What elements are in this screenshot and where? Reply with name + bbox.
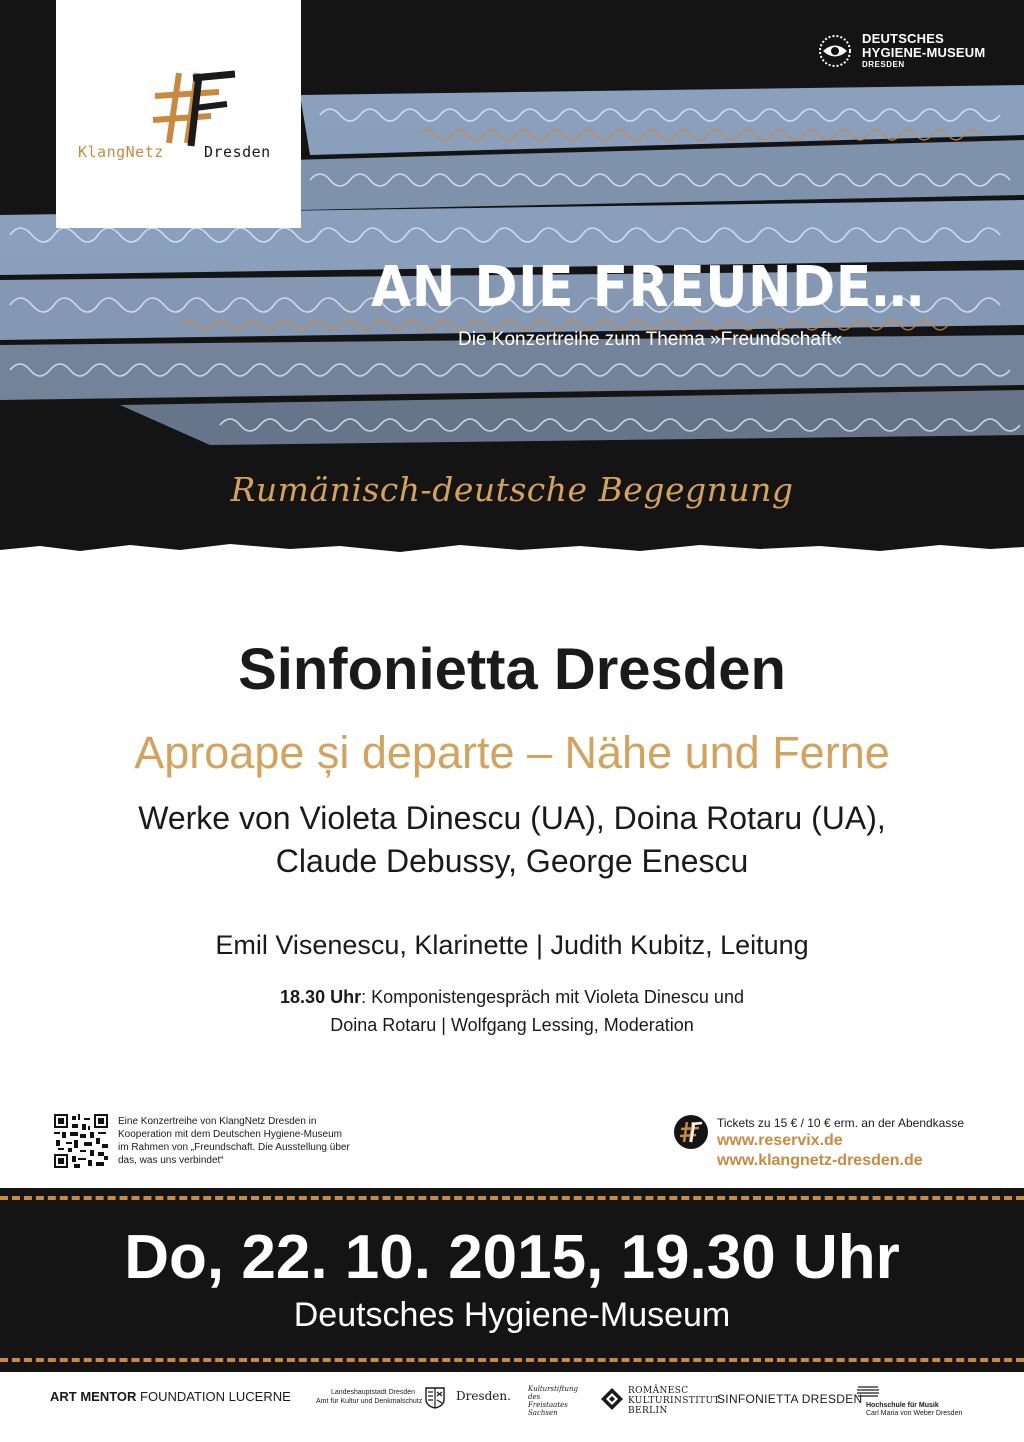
sponsor-city-line1: Landeshauptstadt Dresden — [331, 1389, 416, 1396]
logo-word-klangnetz: KlangNetz — [78, 143, 164, 161]
dashed-divider-bottom — [0, 1358, 1024, 1362]
rkb-line2: KULTURINSTITUT — [628, 1396, 720, 1406]
klangnetz-hash-icon — [149, 68, 239, 148]
sponsor-art-mentor-rest: FOUNDATION LUCERNE — [136, 1389, 291, 1404]
hygiene-museum-logo — [818, 32, 1008, 72]
museum-name-line2: HYGIENE-MUSEUM — [862, 45, 986, 60]
cooperation-text-3: im Rahmen von „Freundschaft. Die Ausstellung über — [118, 1142, 350, 1153]
sponsor-dresden-wordmark: Dresden. — [456, 1389, 511, 1403]
sponsor-romanian-institute — [628, 1386, 720, 1416]
works-line-1: Werke von Violeta Dinescu (UA), Doina Rotaru (UA), — [138, 800, 886, 836]
klangnetz-website-link[interactable]: www.klangnetz-dresden.de — [717, 1152, 923, 1169]
hero-banner — [0, 0, 1024, 555]
sponsor-music-school-line1: Hochschule für Musik — [866, 1402, 939, 1409]
rkb-line1: ROMÂNESC — [628, 1386, 689, 1396]
eye-icon — [818, 34, 852, 68]
sponsor-kulturstiftung: Kulturstiftung des Freistaates Sachsen — [528, 1385, 579, 1417]
program-title: Aproape și departe – Nähe und Ferne — [134, 727, 890, 778]
cooperation-text-2: Kooperation mit dem Deutschen Hygiene-Museum — [118, 1129, 342, 1140]
sponsor-city-line2: Amt für Kultur und Denkmalschutz — [316, 1398, 423, 1405]
klangnetz-round-icon — [673, 1114, 709, 1150]
torn-edge — [0, 528, 1024, 555]
talk-description: : Komponistengespräch mit Violeta Dinescu und — [361, 987, 744, 1007]
talk-line-1 — [0, 987, 1024, 1008]
talk-time: 18.30 Uhr — [280, 987, 362, 1007]
hero-tagline: Rumänisch-deutsche Begegnung — [230, 470, 794, 509]
works-line-2: Claude Debussy, George Enescu — [275, 843, 749, 879]
series-title: AN DIE FREUNDE… — [371, 255, 925, 320]
event-venue: Deutsches Hygiene-Museum — [293, 1296, 731, 1334]
museum-name-line1: DEUTSCHES — [862, 31, 944, 46]
cooperation-text-4: das, was uns verbindet“ — [118, 1155, 224, 1166]
series-subtitle: Die Konzertreihe zum Thema »Freundschaft« — [458, 329, 843, 350]
event-date: Do, 22. 10. 2015, 19.30 Uhr — [124, 1223, 900, 1292]
ensemble-name: Sinfonietta Dresden — [238, 637, 786, 702]
rkb-line3: BERLIN — [628, 1406, 668, 1416]
cooperation-text-1: Eine Konzertreihe von KlangNetz Dresden in — [118, 1116, 317, 1127]
dashed-divider-top — [0, 1196, 1024, 1200]
logo-word-dresden: Dresden — [204, 143, 271, 161]
sponsor-art-mentor-bold: ART MENTOR — [50, 1389, 137, 1404]
sponsor-sinfonietta: SINFONIETTA DRESDEN — [717, 1392, 863, 1406]
city-crest-icon — [425, 1387, 445, 1409]
klangnetz-logo — [56, 0, 301, 228]
qr-code-icon[interactable] — [54, 1114, 108, 1168]
sponsor-music-school-line2: Carl Maria von Weber Dresden — [866, 1410, 963, 1417]
sponsor-art-mentor — [50, 1389, 291, 1404]
museum-name-line3: DRESDEN — [862, 60, 905, 69]
ticket-info: Tickets zu 15 € / 10 € erm. an der Abendkasse — [717, 1116, 965, 1130]
reservix-link[interactable]: www.reservix.de — [717, 1132, 843, 1149]
romanian-institute-icon — [601, 1388, 623, 1410]
talk-line-2: Doina Rotaru | Wolfgang Lessing, Moderation — [330, 1015, 694, 1035]
performers-line: Emil Visenescu, Klarinette | Judith Kubitz, Leitung — [215, 930, 809, 960]
music-school-icon — [856, 1385, 880, 1399]
